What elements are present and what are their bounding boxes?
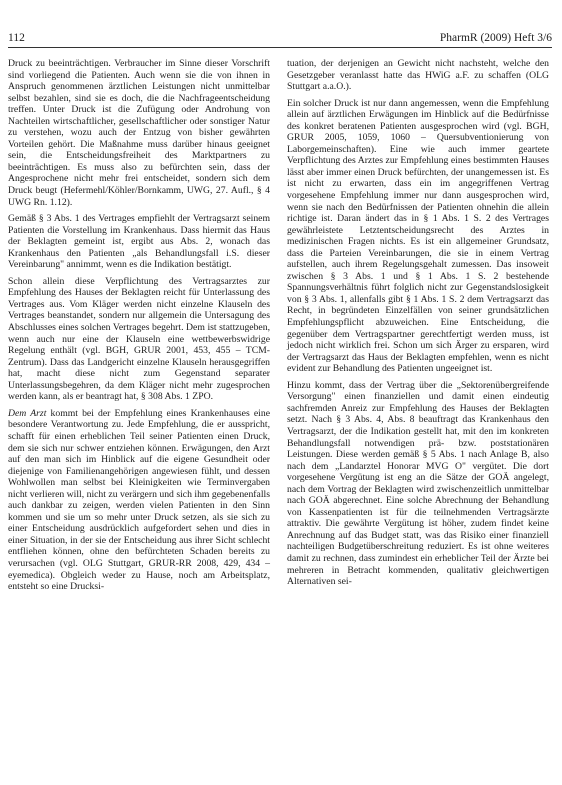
page-number: 112 — [8, 32, 25, 44]
paragraph: Schon allein diese Verpflichtung des Vertragsarztes zur Empfehlung des Hauses der Beklagten reicht für Unterlassung des Vertrages aus. Vom Kläger werden nicht einzelne Klauseln des Vertrages beanstandet, sondern nur allgemein die Untersagung des Abschlusses eines solchen Vertrages begehrt. Dem ist stattzugeben, wenn auch nur eine der Klauseln eine wettbewerbswidrige Regelung enthält (vgl. BGH, GRUR 2001, 453, 455 – TCM-Zentrum). Dass das Landgericht einzelne Klauseln herausgegriffen hat, macht diese nicht zum Gegenstand separater Unterlassungsbegehren, da dem Kläger nicht mehr zugesprochen werden kann, als er beantragt hat, § 308 Abs. 1 ZPO. — [8, 275, 270, 403]
paragraph-lead: Dem Arzt — [8, 407, 47, 419]
paragraph: Ein solcher Druck ist nur dann angemessen, wenn die Empfehlung allein auf ärztlichen Erwägungen im Hinblick auf die Bedürfnisse des konkret beratenen Patienten ausgesprochen wird (vgl. BGH, GRUR 2005, 1059, 1060 – Quersubventionierung von Laborgemeinschaften). Eine wie auch immer geartete Verpflichtung des Arztes zur Empfehlung eines bestimmten Hauses lässt aber immer einen Druck befürchten, der unangemessen ist. Es ist nicht zu erwarten, dass ein im angegriffenen Vertrag vorgesehene Empfehlung immer nur dann ausgesprochen wird, wenn sie nach den Bedürfnissen der Patienten ohnehin die allein richtige ist. Daran ändert das in § 1 Abs. 1 S. 2 des Vertrages gewährleistete Letztentscheidungsrecht des Arztes in medizinischen Fragen nichts. Es ist ein allgemeiner Grundsatz, dass die Parteien Vereinbarungen, die sie in einem Vertrag aufstellen, auch ihrem Regelungsgehalt zumessen. Das insoweit zwischen § 3 Abs. 1 und § 1 Abs. 1 S. 2 bestehende Spannungsverhältnis führt folglich nicht zur Gegenstandslosigkeit von § 3 Abs. 1, allenfalls gibt § 1 Abs. 1 S. 2 dem Vertragsarzt das Recht, in begründeten Einzelfällen von seiner grundsätzlichen Empfehlungspflicht abzuweichen. Eine Entscheidung, die gegenüber dem Vertragspartner gerechtfertigt werden muss, ist jedoch nicht wirklich frei. Schon um sich Ärger zu ersparen, wird der Vertragsarzt das Haus der Beklagten empfehlen, wenn es nicht evident zur Behandlung des Patienten ungeeignet ist. — [287, 97, 549, 375]
left-text-column — [8, 58, 270, 598]
paragraph: tuation, der derjenigen an Gewicht nicht nachsteht, welche den Gesetzgeber veranlasst hatte das HWiG a.F. zu schaffen (OLG Stuttgart a.a.O.). — [287, 58, 549, 93]
header-rule — [8, 47, 552, 48]
paragraph: Dem Arzt kommt bei der Empfehlung eines Krankenhauses eine besondere Verantwortung zu. Jede Empfehlung, die er ausspricht, schafft für einen erheblichen Teil seiner Patienten einen Druck, dem sie sich nur schwer entziehen können. Erwägungen, den Arzt auf den man sich im Hinblick auf die eigene Gesundheit oder diejenige von Familienangehörigen angewiesen fühlt, und dessen Wohlwollen man selbst bei Kleinigkeiten wie Terminvergaben nicht verlieren will, nicht zu verärgern und sich ihm gegebenenfalls auch dankbar zu zeigen, werden vielen Patienten in den Sinn kommen und sie um so mehr unter Druck setzen, als sie sich zu einer Entscheidung ausdrücklich aufgefordert sehen und dies in einer Situation, in der sie der Entscheidung aus ihrer Sicht schlecht entfliehen können, ohne den befürchteten Schaden bereits zu verursachen (vgl. OLG Stuttgart, GRUR-RR 2008, 429, 434 – eyemedica). Obgleich weder zu Hause, noch am Arbeitsplatz, entsteht so eine Drucksi- — [8, 407, 271, 593]
journal-reference: PharmR (2009) Heft 3/6 — [439, 32, 552, 44]
paragraph: Druck zu beeinträchtigen. Verbraucher im Sinne dieser Vorschrift sind vorliegend die Patienten. Auch wenn sie die von ihnen in Anspruch genommenen ärztlichen Leistungen nicht unmittelbar selbst bezahlen, sind sie es doch, die die Nachfrageentscheidung treffen. Unter Druck ist die Zufügung oder Androhung von Nachteilen wirtschaftlicher, gesellschaftlicher oder sonstiger Natur zu verstehen, wozu auch der Entzug von bisher gewährten Vorteilen gehört. Die Maßnahme muss darüber hinaus geeignet sein, die Entscheidungsfreiheit des Marktpartners zu beeinträchtigen. Es muss also zu befürchten sein, dass der Angesprochene nicht mehr frei entscheidet, sondern sich dem Druck beugt (Hefermehl/Köhler/Bornkamm, UWG, 27. Aufl., § 4 UWG Rn. 1.12). — [8, 58, 270, 208]
paragraph: Gemäß § 3 Abs. 1 des Vertrages empfiehlt der Vertragsarzt seinem Patienten die Vorstellung im Krankenhaus. Dass hiermit das Haus der Beklagten gemeint ist, ergibt aus Abs. 2, wonach das Krankenhaus den Patienten „als Behandlungsfall i.S. dieser Vereinbarung" annimmt, wenn es die Indikation bestätigt. — [8, 213, 270, 271]
right-text-column — [287, 58, 549, 593]
page-header — [0, 0, 562, 54]
paragraph: Hinzu kommt, dass der Vertrag über die „Sektorenübergreifende Versorgung" einen finanziellen und damit einen eindeutig sachfremden Anreiz zur Empfehlung des Hauses der Beklagten setzt. Nach § 3 Abs. 4, Abs. 8 beauftragt das Krankenhaus den Vertragsarzt, der die Indikation gestellt hat, mit den im konkreten Behandlungsfall notwendigen prä- bzw. poststationären Leistungen. Diese werden gemäß § 5 Abs. 1 nach Anlage B, also nach dem „Landarztel Honorar MVG O" vergütet. Die dort vorgesehene Vergütung ist eng an die Sätze der GOÄ angelegt, nach dem Vortrag der Beklagten wird zwischenzeitlich unmittelbar nach GOÄ abgerechnet. Eine solche Abrechnung der Behandlung von Kassenpatienten ist für die teilnehmenden Vertragsärzte attraktiv. Die gewährte Vergütung ist höher, zudem findet keine Anrechnung auf das Budget statt, was das Risiko einer finanziell nachteiligen Budgetüberschreitung reduziert. Es ist ohne weiteres damit zu rechnen, dass zumindest ein erheblicher Teil der Ärzte bei mehreren in Betracht kommenden, qualitativ gleichwertigen Alternativen sei- — [287, 379, 549, 588]
